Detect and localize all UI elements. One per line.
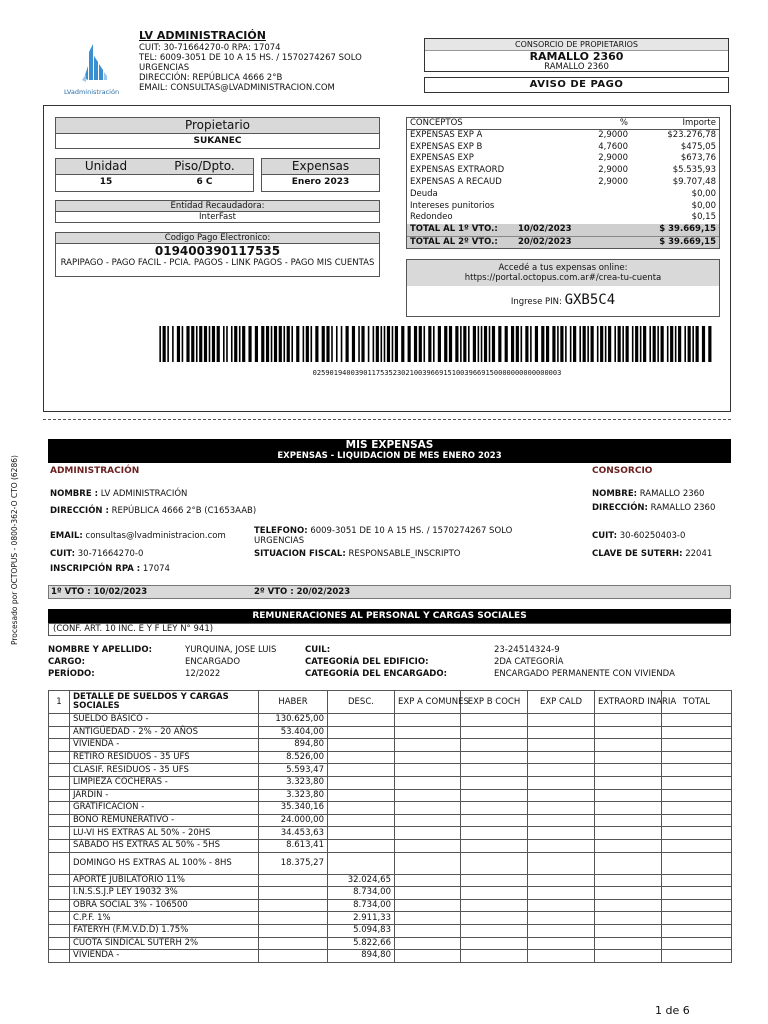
cat-encargado-label: CATEGORÍA DEL ENCARGADO: (305, 669, 447, 679)
admin-header-block (139, 31, 409, 93)
cat-encargado: ENCARGADO PERMANENTE CON VIVIENDA (494, 669, 675, 679)
vto-1: 1º VTO : 10/02/2023 (51, 587, 148, 597)
total-2-amount: $ 39.669,15 (659, 236, 716, 247)
admin-rpa-row: INSCRIPCIÓN RPA : 17074 (50, 564, 170, 574)
pin-label: Ingrese PIN: (510, 297, 562, 307)
payroll-row: JARDIN - 3.323,80 (49, 789, 732, 802)
payroll-index: 1 (49, 691, 70, 714)
admin-cuit-row: CUIT: 30-71664270-0 (50, 549, 144, 559)
empleado-periodo-label: PERÍODO: (48, 669, 95, 679)
concepto-row: Deuda $0,00 (410, 188, 716, 199)
payroll-row: ANTIGÜEDAD - 2% - 20 AÑOS 53.404,00 (49, 726, 732, 739)
total-1-vto: TOTAL AL 1º VTO.: 10/02/2023 $ 39.669,15 (407, 224, 719, 236)
entidad-value: InterFast (198, 212, 237, 222)
admin-direccion-row: DIRECCIÓN : REPÚBLICA 4666 2°B (C1653AAB) (50, 506, 257, 516)
propietario-label: Propietario (56, 118, 379, 134)
acceso-link[interactable]: https://portal.octopus.com.ar#/crea-tu-cuenta (464, 273, 662, 283)
company-logo (62, 36, 132, 100)
empleado-periodo: 12/2022 (185, 669, 221, 679)
page-number: 1 de 6 (655, 1004, 690, 1017)
payroll-row: SÁBADO HS EXTRAS AL 50% - 5HS 8.613,41 (49, 839, 732, 852)
admin-email: EMAIL: CONSULTAS@LVADMINISTRACION.COM (139, 83, 335, 93)
piso-value: 6 C (196, 177, 213, 187)
codigo-value: 019400390117535 (154, 244, 281, 258)
admin-telefono-row: TELEFONO: 6009-3051 DE 10 A 15 HS. / 1570274267 SOLO URGENCIAS (254, 526, 513, 546)
mis-expensas-title: MIS EXPENSAS (345, 439, 434, 451)
codigo-label: Codigo Pago Electronico: (56, 233, 379, 244)
payroll-row: SUELDO BÁSICO - 130.625,00 (49, 714, 732, 727)
administracion-title: ADMINISTRACIÓN (50, 466, 140, 476)
admin-name: LV ADMINISTRACIÓN (139, 29, 266, 42)
concepto-row: EXPENSAS EXP 2,9000 $673,76 (410, 153, 716, 164)
vto-2: 2º VTO : 20/02/2023 (254, 587, 351, 597)
codigo-pago-box (55, 232, 380, 277)
mis-expensas-banner (48, 439, 731, 463)
expensas-label: Expensas (262, 159, 379, 175)
cat-edificio-label: CATEGORÍA DEL EDIFICIO: (305, 657, 429, 667)
propietario-value: SUKANEC (193, 136, 242, 146)
conceptos-table (406, 117, 720, 249)
unidad-piso-box (55, 158, 254, 192)
consorcio-title: CONSORCIO (592, 466, 653, 476)
admin-email-row: EMAIL: consultas@lvadministracion.com (50, 531, 226, 541)
consorcio-cuit-row: CUIT: 30-60250403-0 (592, 531, 686, 541)
acceso-line1: Accedé a tus expensas online: (498, 263, 628, 273)
entidad-label: Entidad Recaudadora: (56, 201, 379, 212)
payroll-row: FATERYH (F.M.V.D.D) 1.75% 5.094,83 (49, 924, 732, 937)
pin-value: GXB5C4 (564, 292, 616, 308)
total-2-vto: TOTAL AL 2º VTO.: 20/02/2023 $ 39.669,15 (407, 236, 719, 248)
payroll-row: CUOTA SINDICAL SUTERH 2% 5.822,66 (49, 937, 732, 950)
empleado-cargo: ENCARGADO (185, 657, 241, 667)
logo-text: LVadministración (64, 88, 120, 96)
concepto-row: EXPENSAS EXP B 4,7600 $475,05 (410, 141, 716, 152)
payroll-row: CLASIF. RESIDUOS - 35 UFS 5.593,47 (49, 764, 732, 777)
payroll-row: VIVIENDA - 894,80 (49, 739, 732, 752)
unidad-value: 15 (99, 177, 113, 187)
admin-situacion-row: SITUACION FISCAL: RESPONSABLE_INSCRIPTO (254, 549, 461, 559)
empleado-cargo-label: CARGO: (48, 657, 85, 667)
unidad-label: Unidad (84, 159, 128, 173)
remuneraciones-title: REMUNERACIONES AL PERSONAL Y CARGAS SOCIALES (48, 609, 731, 623)
remuneraciones-subtitle: (CONF. ART. 10 INC. E Y F LEY N° 941) (48, 623, 731, 636)
concepto-row: EXPENSAS EXTRAORD 2,9000 $5.535,93 (410, 165, 716, 176)
consorcio-box (424, 38, 729, 72)
empleado-cuil-label: CUIL: (305, 645, 331, 655)
consorcio-label: CONSORCIO DE PROPIETARIOS (425, 39, 728, 51)
cat-edificio: 2DA CATEGORÍA (494, 657, 564, 667)
concepto-row: Redondeo $0,15 (410, 212, 716, 223)
total-1-amount: $ 39.669,15 (659, 224, 716, 235)
aviso-de-pago-title: AVISO DE PAGO (424, 77, 729, 93)
payroll-row: LIMPIEZA COCHERAS - 3.323,80 (49, 776, 732, 789)
admin-nombre: NOMBRE : LV ADMINISTRACIÓN (50, 489, 188, 499)
empleado-nombre-label: NOMBRE Y APELLIDO: (48, 645, 152, 655)
payroll-row: APORTE JUBILATORIO 11% 32.024,65 (49, 874, 732, 887)
empleado-cuil: 23-24514324-9 (494, 645, 560, 655)
admin-tel: TEL: 6009-3051 DE 10 A 15 HS. / 1570274267 SOLO URGENCIAS (139, 53, 362, 73)
consorcio-direccion-row: DIRECCIÓN: RAMALLO 2360 (592, 503, 716, 513)
cut-line (43, 419, 731, 420)
vencimientos-bar (48, 585, 731, 599)
entidad-box (55, 200, 380, 223)
payment-barcode (153, 326, 721, 362)
payroll-row: DOMINGO HS EXTRAS AL 100% - 8HS 18.375,27 (49, 852, 732, 874)
propietario-box (55, 117, 380, 149)
concepto-row: EXPENSAS EXP A 2,9000 $23.276,78 (410, 129, 716, 140)
admin-cuit-rpa: CUIT: 30-71664270-0 RPA: 17074 (139, 43, 281, 53)
piso-label: Piso/Dpto. (174, 159, 235, 173)
consorcio-sub: RAMALLO 2360 (544, 62, 609, 72)
barcode-number: 02590194003901175352302100396691510039669150000000000000003 (312, 369, 562, 377)
processed-by-text: Procesado por OCTOPUS - 0800-362-O CTO (6286) (10, 455, 19, 645)
acceso-online-box (406, 259, 720, 317)
payroll-table (48, 690, 732, 963)
expensas-period: Enero 2023 (291, 177, 350, 187)
payroll-row: C.P.F. 1% 2.911,33 (49, 912, 732, 925)
payroll-row: GRATIFICACION - 35.340,16 (49, 802, 732, 815)
consorcio-suterh-row: CLAVE DE SUTERH: 22041 (592, 549, 713, 559)
mis-expensas-subtitle: EXPENSAS - LIQUIDACION DE MES ENERO 2023 (277, 451, 502, 461)
concepto-row: EXPENSAS A RECAUD 2,9000 $9.707,48 (410, 176, 716, 187)
payroll-row: BONO REMUNERATIVO - 24.000,00 (49, 814, 732, 827)
admin-direccion: DIRECCIÓN: REPÚBLICA 4666 2°B (139, 73, 283, 83)
payroll-row: RETIRO RESIDUOS - 35 UFS 8.526,00 (49, 751, 732, 764)
medios-pago: RAPIPAGO - PAGO FACIL - PCIA. PAGOS - LINK PAGOS - PAGO MIS CUENTAS (60, 258, 375, 268)
payroll-row: I.N.S.S.J.P LEY 19032 3% 8.734,00 (49, 887, 732, 900)
empleado-nombre: YURQUINA, JOSE LUIS (185, 645, 277, 655)
conceptos-header: CONCEPTOS % Importe (407, 118, 719, 130)
payroll-header: 1 DETALLE DE SUELDOS Y CARGAS SOCIALES HABER DESC. EXP A COMUNES EXP B COCH EXP CALD EXTRAORD INARIA TOTAL (49, 691, 732, 714)
expensas-period-box (261, 158, 380, 192)
concepto-row: Intereses punitorios $0,00 (410, 200, 716, 211)
consorcio-nombre-row: NOMBRE: RAMALLO 2360 (592, 489, 705, 499)
payroll-row: OBRA SOCIAL 3% - 106500 8.734,00 (49, 899, 732, 912)
consorcio-name: RAMALLO 2360 (529, 50, 624, 63)
payroll-row: VIVIENDA - 894,80 (49, 950, 732, 963)
payroll-row: LU-VI HS EXTRAS AL 50% - 20HS 34.453,63 (49, 827, 732, 840)
